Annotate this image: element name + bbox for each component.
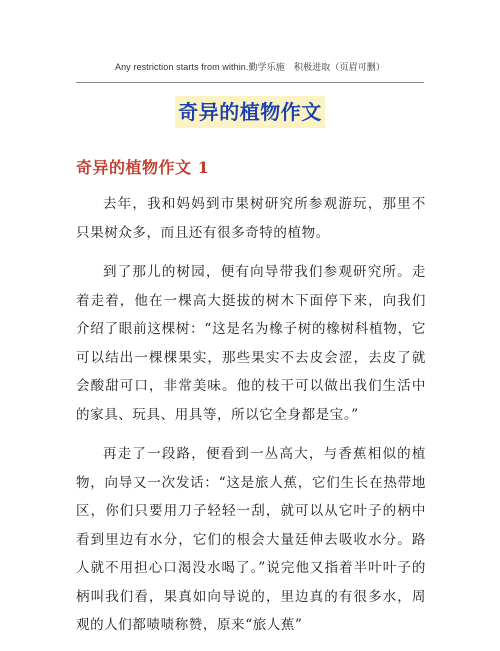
paragraph: 再走了一段路，便看到一丛高大，与香蕉相似的植物，向导又一次发话：“这是旅人蕉，它们生长在热带地区，你们只要用刀子轻轻一刮，就可以从它叶子的柄中看到里边有水分，它们的根会大量廷伸去吸收水分。路人就不用担心口渴没水喝了。”说完他又指着半叶叶子的柄叫我们看，果真如向导说的，里边真的有很多水，周观的人们都啧啧称赞，原来“旅人蕉” — [76, 446, 426, 633]
paragraph: 到了那儿的树园，便有向导带我们参观研究所。走着走着，他在一棵高大挺拔的树木下面停下来，向我们介绍了眼前这棵树：“这是名为橡子树的橡树科植物，它可以结出一棵棵果实，那些果实不去皮会涩，去皮了就会酸甜可口，非常美味。他的枝干可以做出我们生活中的家具、玩具、用具等，所以它全身都是宝。” — [76, 264, 426, 423]
document-title — [0, 96, 500, 128]
section-heading: 奇异的植物作文 1 — [76, 158, 210, 177]
running-header: Any restriction starts from within.勤学乐施 积极进取（页眉可删） — [114, 62, 386, 72]
document-body — [76, 190, 426, 651]
header-divider — [76, 82, 424, 83]
paragraph: 去年，我和妈妈到市果树研究所参观游玩，那里不只果树众多，而且还有很多奇特的植物。 — [76, 196, 426, 241]
document-title-text: 奇异的植物作文 — [175, 96, 325, 128]
